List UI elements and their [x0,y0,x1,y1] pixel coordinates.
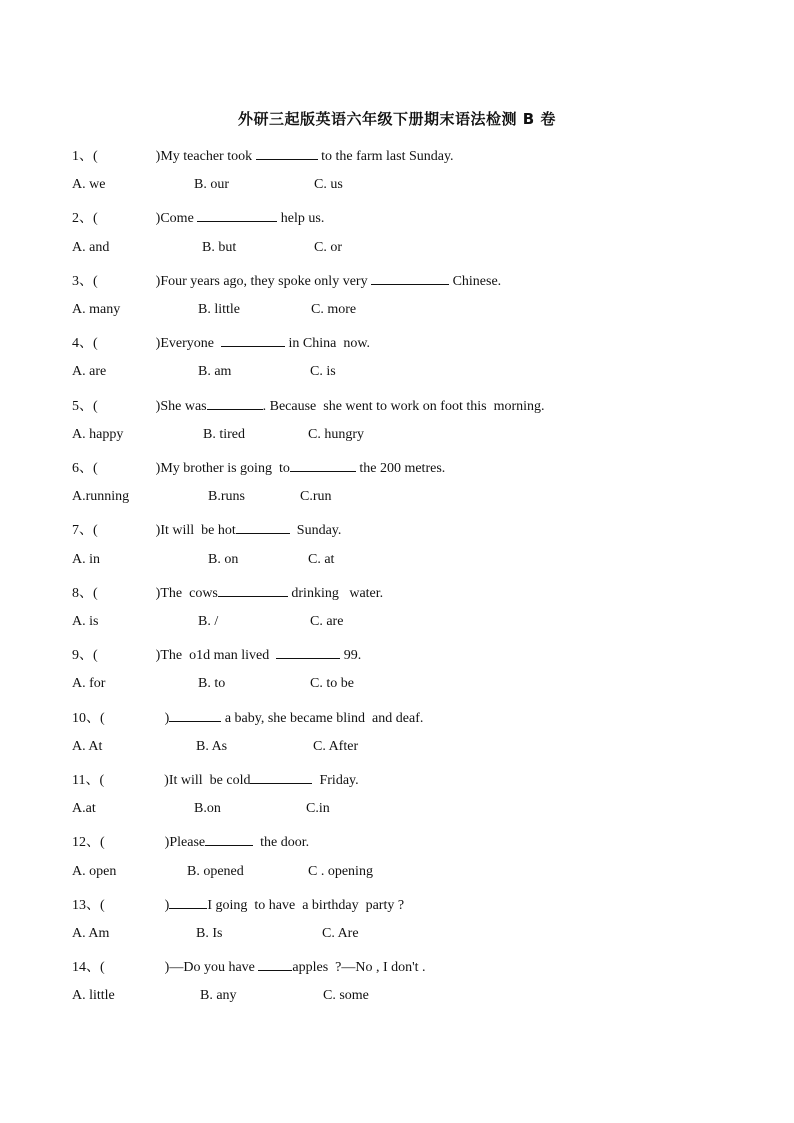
fill-in-blank[interactable] [218,582,288,597]
question-text-before-blank: The o1d man lived [160,648,277,663]
question-text-before-blank: Come [160,211,198,226]
fill-in-blank[interactable] [258,956,292,971]
question-line [72,644,361,665]
question-number: 9、( [72,648,98,663]
page-title: 外研三起版英语六年级下册期末语法检测 B 卷 [238,110,556,128]
question-text-before-blank: —Do you have [169,960,259,975]
fill-in-blank[interactable] [197,207,277,222]
answer-option[interactable]: A. many [72,302,121,317]
fill-in-blank[interactable] [250,769,312,784]
answer-option[interactable]: B. to [198,676,226,691]
question-text-before-blank: It will be hot [160,523,236,538]
question-line [72,831,309,852]
question-line [72,519,341,540]
answer-option[interactable]: A.running [72,489,130,504]
fill-in-blank[interactable] [169,894,207,909]
question-paren-close: ) [155,211,161,226]
fill-in-blank[interactable] [169,707,221,722]
answer-option[interactable]: B. opened [187,864,244,879]
answer-option[interactable]: B. little [198,302,240,317]
answer-option[interactable]: A. happy [72,427,124,442]
answer-option[interactable]: A. and [72,240,110,255]
question-line [72,145,454,166]
question-text-after-blank: help us. [277,211,325,226]
fill-in-blank[interactable] [221,332,285,347]
question-number: 6、( [72,461,98,476]
question-line [72,270,501,291]
answer-option[interactable]: C. more [311,302,357,317]
answer-option[interactable]: A. are [72,364,107,379]
answer-option[interactable]: B. / [198,614,219,629]
question-text-after-blank: a baby, she became blind and deaf. [221,711,424,726]
question-paren-close: ) [164,773,169,788]
question-text-before-blank: It will be cold [168,773,251,788]
answer-option[interactable]: C. some [323,988,369,1003]
answer-option[interactable]: C. us [314,177,343,192]
answer-option[interactable]: A. At [72,739,103,754]
answer-option[interactable]: A. open [72,864,117,879]
question-number: 4、( [72,336,98,351]
answer-option[interactable]: C.in [306,801,330,816]
fill-in-blank[interactable] [256,145,318,160]
answer-option[interactable]: C. is [310,364,336,379]
answer-option[interactable]: B. on [208,552,239,567]
question-text-after-blank: the door. [253,835,310,850]
answer-option[interactable]: A. for [72,676,106,691]
answer-option[interactable]: A.at [72,801,96,816]
answer-option[interactable]: B.runs [208,489,245,504]
answer-option[interactable]: B. Is [196,926,223,941]
answer-option[interactable]: A. is [72,614,99,629]
fill-in-blank[interactable] [236,519,290,534]
question-text-after-blank: Friday. [312,773,359,788]
question-text-before-blank: My teacher took [160,149,256,164]
question-paren-close: ) [155,586,161,601]
question-paren-close: ) [164,835,170,850]
question-number: 10、( [72,711,105,726]
answer-option[interactable]: B. As [196,739,228,754]
fill-in-blank[interactable] [276,644,340,659]
question-number: 1、( [72,149,98,164]
question-paren-close: ) [155,149,161,164]
fill-in-blank[interactable] [205,831,253,846]
answer-option[interactable]: C. are [310,614,344,629]
answer-option[interactable]: B.on [194,801,221,816]
question-number: 2、( [72,211,98,226]
question-paren-close: ) [164,898,170,913]
question-text-after-blank: Sunday. [289,523,342,538]
answer-option[interactable]: A. in [72,552,100,567]
question-text-after-blank: to the farm last Sunday. [317,149,454,164]
question-line [72,707,423,728]
question-paren-close: ) [155,461,161,476]
question-text-after-blank: apples ?—No , I don't . [292,960,426,975]
question-text-after-blank: 99. [340,648,362,663]
answer-option[interactable]: A. we [72,177,106,192]
answer-option[interactable]: C. Are [322,926,359,941]
question-line [72,956,426,977]
question-text-after-blank: drinking water. [287,586,384,601]
question-text-after-blank: the 200 metres. [355,461,446,476]
answer-option[interactable]: C. After [313,739,359,754]
answer-option[interactable]: B. any [200,988,237,1003]
question-line [72,457,445,478]
answer-option[interactable]: B. am [198,364,232,379]
question-paren-close: ) [155,336,161,351]
question-paren-close: ) [155,523,161,538]
answer-option[interactable]: C. to be [310,676,354,691]
fill-in-blank[interactable] [207,395,263,410]
question-line [72,332,370,353]
question-number: 13、( [72,898,105,913]
question-line [72,395,545,416]
question-text-before-blank: Everyone [160,336,221,351]
question-paren-close: ) [164,711,170,726]
answer-option[interactable]: C . opening [308,864,373,879]
question-text-after-blank: Chinese. [449,274,502,289]
answer-option[interactable]: C. hungry [308,427,364,442]
answer-option[interactable]: C. or [314,240,342,255]
question-text-after-blank: I going to have a birthday party ? [207,898,405,913]
answer-option[interactable]: C.run [300,489,332,504]
question-line [72,894,404,915]
question-number: 5、( [72,399,98,414]
question-text-before-blank: She was [160,399,207,414]
question-paren-close: ) [164,960,170,975]
fill-in-blank[interactable] [290,457,356,472]
question-text-after-blank: . Because she went to work on foot this morning. [262,399,545,414]
question-text-after-blank: in China now. [285,336,371,351]
answer-option[interactable]: B. our [194,177,229,192]
question-line [72,582,383,603]
question-number: 8、( [72,586,98,601]
answer-option[interactable]: C. at [308,552,335,567]
question-number: 11、( [72,773,105,788]
question-line [72,769,359,790]
answer-option[interactable]: A. Am [72,926,110,941]
question-text-before-blank: The cows [160,586,218,601]
question-paren-close: ) [155,648,161,663]
question-text-before-blank: Four years ago, they spoke only very [160,274,372,289]
question-text-before-blank: My brother is going to [160,461,290,476]
question-number: 3、( [72,274,98,289]
question-number: 7、( [72,523,98,538]
question-paren-close: ) [155,274,161,289]
fill-in-blank[interactable] [371,270,449,285]
answer-option[interactable]: B. but [202,240,237,255]
question-number: 14、( [72,960,105,975]
answer-option[interactable]: A. little [72,988,115,1003]
question-text-before-blank: Please [169,835,206,850]
question-paren-close: ) [155,399,161,414]
question-line [72,207,324,228]
question-number: 12、( [72,835,105,850]
answer-option[interactable]: B. tired [203,427,245,442]
